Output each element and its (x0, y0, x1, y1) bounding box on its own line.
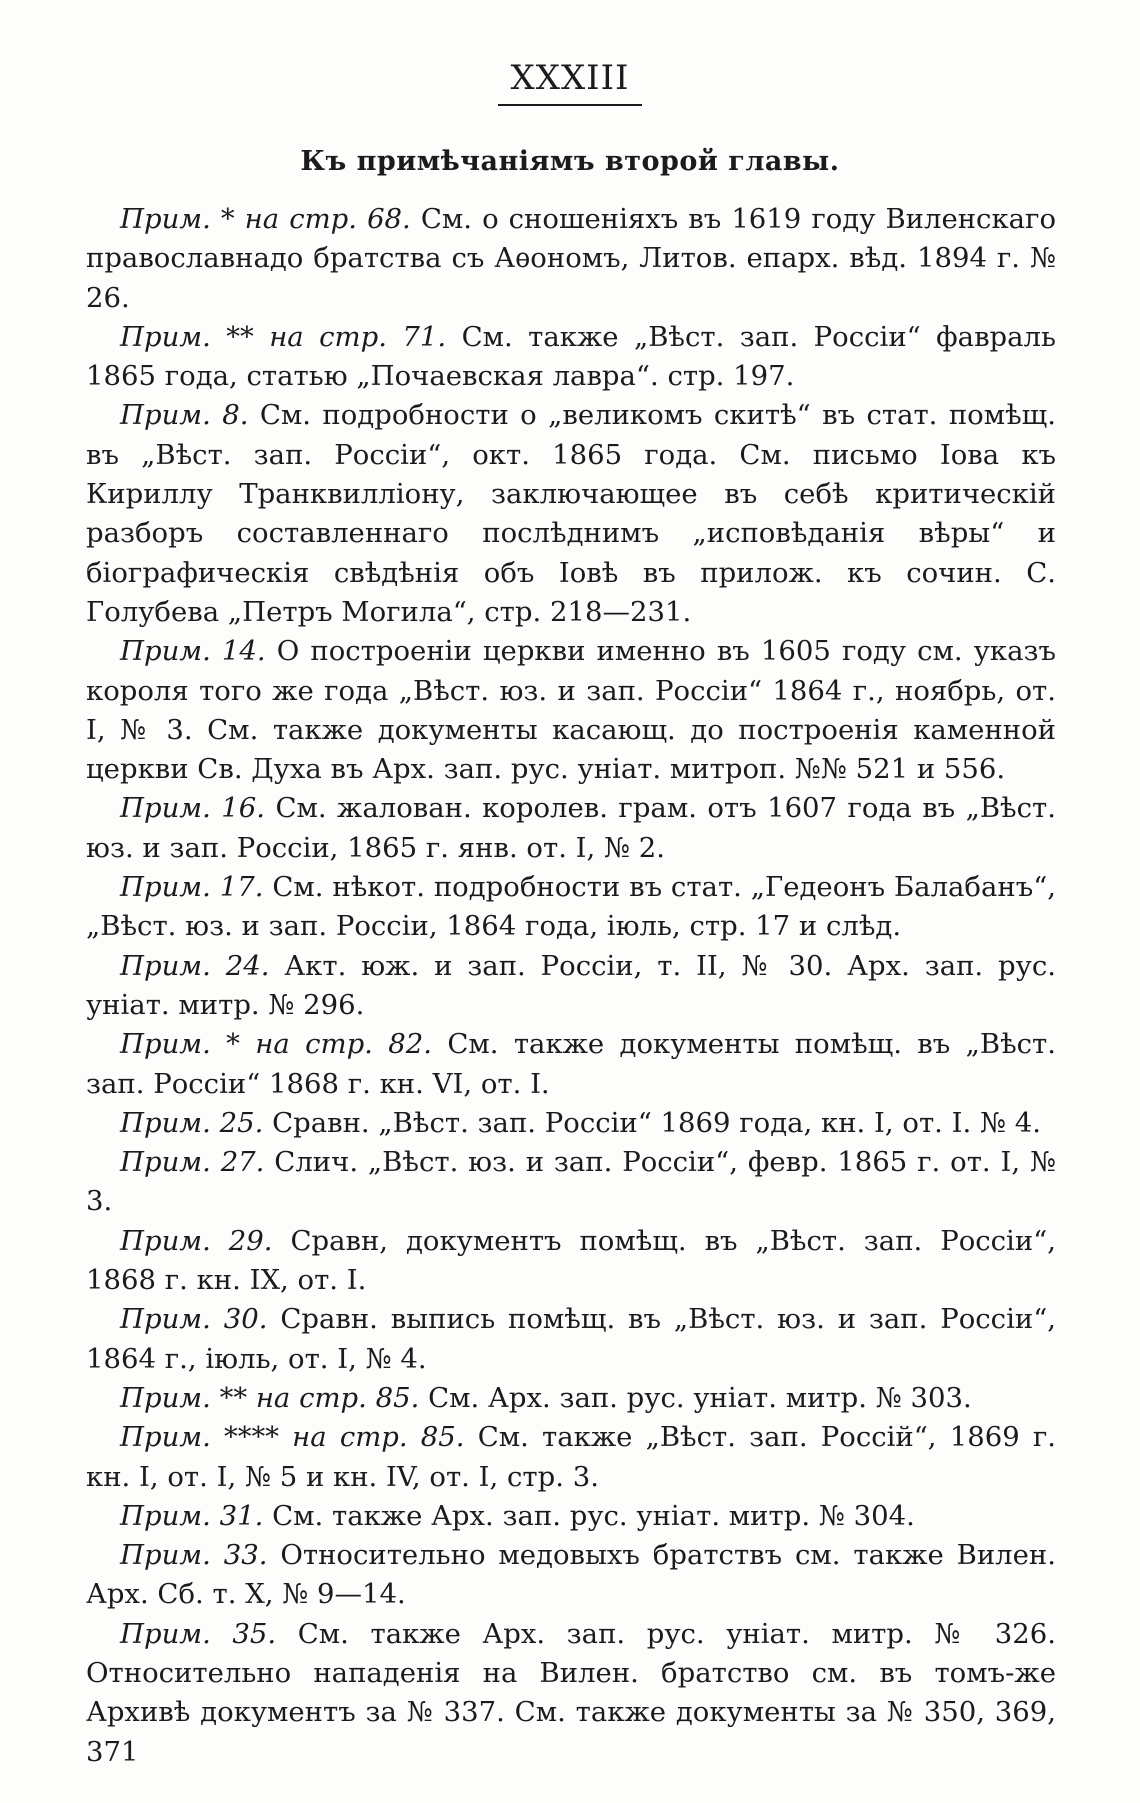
note-paragraph (86, 1536, 1056, 1615)
note-reference: Прим. * на стр. 68. (120, 203, 411, 235)
note-text: См. также „Вѣст. зап. Россій“, 1869 г. кн. I, от. I, № 5 и кн. IV, от. I, стр. 3. (86, 1421, 1056, 1493)
note-text: Сравн. „Вѣст. зап. Россіи“ 1869 года, кн. I, от. I. № 4. (272, 1106, 1041, 1139)
note-paragraph (86, 868, 1056, 947)
note-text: См. также Арх. зап. рус. уніат. митр. № 304. (272, 1499, 915, 1532)
note-text: См. также „Вѣст. зап. Россіи“ фавраль 1865 года, статью „Почаевская лавра“. стр. 197. (86, 320, 1056, 393)
note-paragraph (86, 1104, 1056, 1143)
note-text: См. подробности о „великомъ скитѣ“ въ стат. помѣщ. въ „Вѣст. зап. Россіи“, окт. 1865 года. См. письмо Іова къ Кириллу Транквилліону, заключающее въ себѣ критическій разборъ составленнаго послѣднимъ „исповѣданія вѣры“ и біографическія свѣдѣнія объ Іовѣ въ прилож. къ сочин. С. Голубева „Петръ Могила“, стр. 218—231. (86, 399, 1056, 628)
note-text: См. жалован. королев. грам. отъ 1607 года въ „Вѣст. юз. и зап. Россіи, 1865 г. янв. от. I, № 2. (86, 792, 1056, 864)
notes-list (86, 200, 1056, 1772)
page-number-underline (498, 104, 642, 106)
note-text: См. также Арх. зап. рус. уніат. митр. № 326. Относительно нападенія на Вилен. братство см. въ томъ-же Архивѣ документъ за № 337. См. также документы за № 350, 369, 371 (86, 1617, 1056, 1768)
page-number: XXXIII (510, 58, 630, 98)
note-text: Относительно медовыхъ братствъ см. также Вилен. Арх. Сб. т. X, № 9—14. (86, 1539, 1056, 1611)
note-reference: Прим. 33. (120, 1539, 268, 1572)
note-text: См. нѣкот. подробности въ стат. „Гедеонъ Балабанъ“, „Вѣст. юз. и зап. Россіи, 1864 года, іюль, стр. 17 и слѣд. (86, 871, 1056, 943)
note-paragraph (86, 1025, 1056, 1104)
note-reference: Прим. ** на стр. 85. (120, 1381, 420, 1414)
note-paragraph (86, 1222, 1056, 1301)
note-paragraph (86, 1379, 1056, 1418)
note-reference: Прим. ** на стр. 71. (120, 320, 447, 353)
note-text: Сравн. выпись помѣщ. въ „Вѣст. юз. и зап. Россіи“, 1864 г., іюль, от. I, № 4. (86, 1303, 1056, 1375)
note-paragraph (86, 947, 1056, 1026)
note-reference: Прим. 35. (120, 1617, 277, 1650)
note-text: О построеніи церкви именно въ 1605 году см. указъ короля того же года „Вѣст. юз. и зап. Россіи“ 1864 г., ноябрь, от. I, № 3. См. также документы касающ. до построенія каменной церкви Св. Духа въ Арх. зап. рус. уніат. митроп. №№ 521 и 556. (86, 635, 1056, 786)
note-text: См. Арх. зап. рус. уніат. митр. № 303. (428, 1381, 972, 1414)
note-reference: Прим. 17. (120, 871, 264, 904)
note-text: Слич. „Вѣст. юз. и зап. Россіи“, февр. 1865 г. от. I, № 3. (86, 1146, 1056, 1218)
note-paragraph (86, 789, 1056, 868)
note-reference: Прим. 29. (120, 1224, 273, 1257)
note-reference: Прим. 31. (120, 1499, 264, 1532)
note-paragraph (86, 396, 1056, 632)
note-text: Сравн, документъ помѣщ. въ „Вѣст. зап. Россіи“, 1868 г. кн. IX, от. I. (86, 1224, 1056, 1297)
note-paragraph (86, 1497, 1056, 1536)
note-paragraph (86, 1615, 1056, 1772)
note-reference: Прим. 16. (120, 792, 265, 825)
note-reference: Прим. **** на стр. 85. (120, 1421, 465, 1454)
note-paragraph (86, 1300, 1056, 1379)
note-text: Акт. юж. и зап. Россіи, т. II, № 30. Арх. зап. рус. уніат. митр. № 296. (86, 949, 1056, 1021)
note-reference: Прим. 27. (120, 1146, 265, 1179)
note-paragraph (86, 318, 1056, 397)
note-text: См. также документы помѣщ. въ „Вѣст. зап. Россіи“ 1868 г. кн. VI, от. I. (86, 1028, 1057, 1100)
note-reference: Прим. 25. (120, 1106, 264, 1139)
section-heading: Къ примѣчаніямъ второй главы. (300, 146, 840, 177)
note-reference: Прим. 14. (120, 635, 266, 668)
note-reference: Прим. 30. (120, 1303, 268, 1336)
note-reference: Прим. 24. (120, 949, 270, 982)
note-paragraph (86, 200, 1056, 318)
note-paragraph (86, 1143, 1056, 1222)
note-paragraph (86, 1418, 1056, 1497)
note-reference: Прим. * на стр. 82. (120, 1028, 432, 1061)
note-text: См. о сношеніяхъ въ 1619 году Виленскаго православнадо братства съ Аѳономъ, Литов. епарх. вѣд. 1894 г. № 26. (86, 203, 1057, 314)
note-reference: Прим. 8. (120, 399, 249, 432)
note-paragraph (86, 632, 1056, 789)
